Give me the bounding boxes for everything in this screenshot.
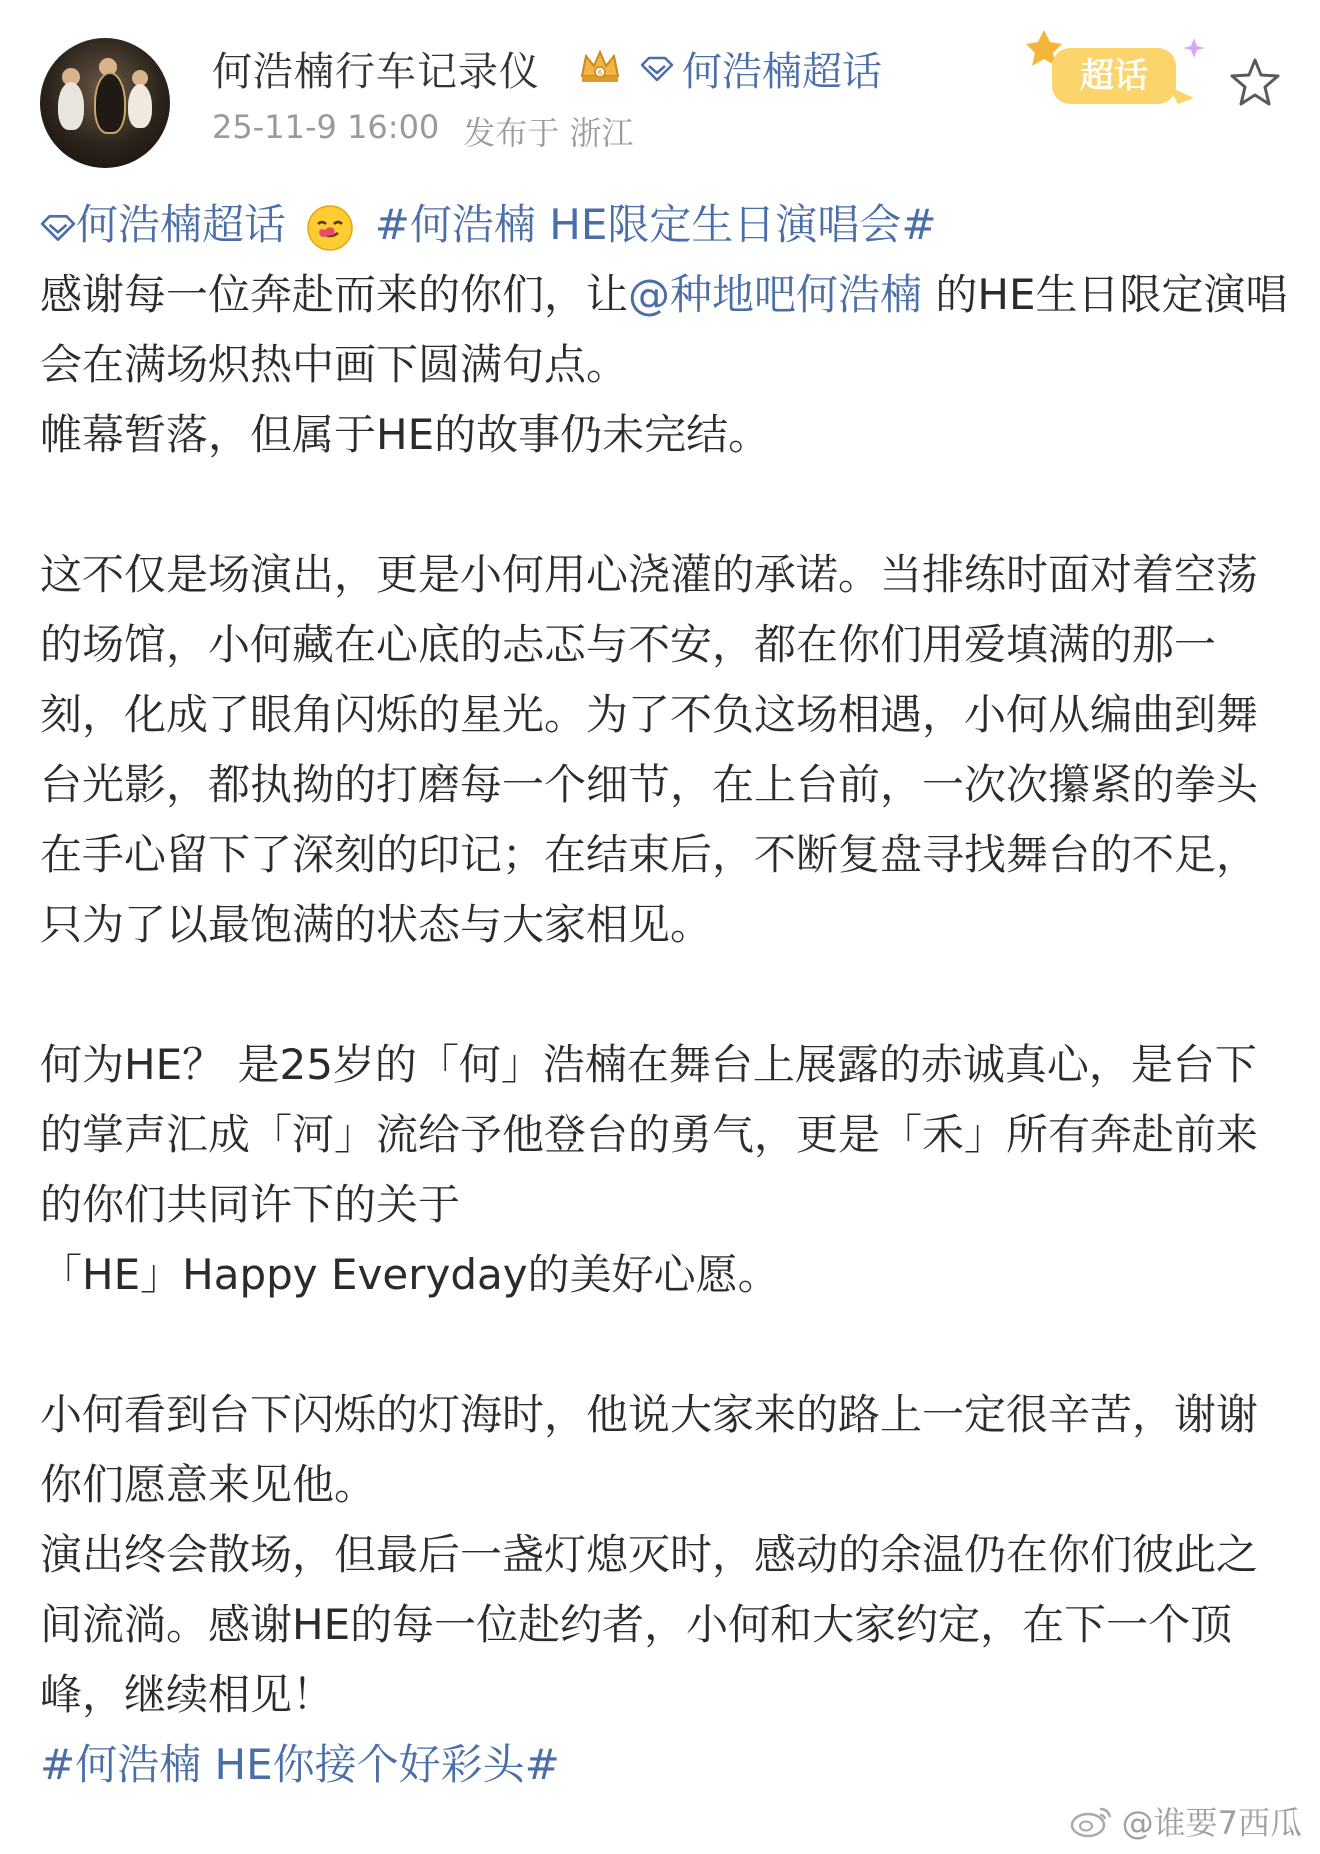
post-timestamp: 25-11-9 16:00 (212, 108, 440, 146)
favorite-star-icon[interactable] (1228, 56, 1282, 108)
paragraph-2: 帷幕暂落，但属于HE的故事仍未完结。 (40, 410, 771, 459)
supertopic-tag[interactable] (40, 200, 299, 249)
paragraph-5: 小何看到台下闪烁的灯海时，他说大家来的路上一定很辛苦，谢谢你们愿意来见他。 (40, 1390, 1259, 1509)
supertopic-tag-label: 何浩楠超话 (76, 200, 287, 249)
avatar-figure (94, 72, 126, 134)
author-name[interactable]: 何浩楠行车记录仪 (212, 49, 540, 95)
published-label (463, 108, 633, 154)
spacer (40, 470, 1290, 540)
post-header (0, 0, 1320, 170)
supertopic-badge-label: 超话 (1080, 56, 1148, 96)
watermark (1070, 1798, 1302, 1844)
paragraph-4: 何为HE？ 是25岁的「何」浩楠在舞台上展露的赤诚真心，是台下的掌声汇成「河」流给予他登台的勇气，更是「禾」所有奔赴前来的你们共同许下的关于 (40, 1040, 1259, 1229)
post-meta (212, 108, 633, 154)
crown-badge-icon (578, 46, 622, 86)
weibo-icon (1070, 1803, 1114, 1839)
author-avatar[interactable] (40, 38, 170, 168)
post-location: 浙江 (569, 114, 634, 152)
paragraph-6: 演出终会散场，但最后一盏灯熄灭时，感动的余温仍在你们彼此之间流淌。感谢HE的每一位赴约者，小何和大家约定，在下一个顶峰，继续相见！ (40, 1530, 1259, 1719)
avatar-figure (58, 82, 84, 130)
avatar-figure (128, 84, 152, 128)
topic-line (40, 190, 1290, 260)
paragraph-1 (40, 260, 1290, 400)
final-hashtag[interactable]: #何浩楠 HE你接个好彩头# (40, 1740, 560, 1789)
paragraph-4-last: 「HE」Happy Everyday的美好心愿。 (40, 1250, 780, 1299)
final-hashtag-line (40, 1730, 1290, 1800)
paragraph-1-b: 的HE生日限定演唱会在满场炽热中画下圆满句点。 (40, 270, 1288, 389)
spacer (40, 960, 1290, 1030)
diamond-icon (40, 214, 76, 242)
watermark-text: @谁要7西瓜 (1121, 1804, 1302, 1842)
svg-text:6: 6 (597, 69, 603, 77)
supertopic-link-label: 何浩楠超话 (682, 49, 882, 95)
supertopic-badge-art (1018, 28, 1218, 124)
diamond-icon (640, 56, 674, 82)
event-hashtag[interactable]: #何浩楠 HE限定生日演唱会# (374, 200, 937, 249)
paragraph-1-a: 感谢每一位奔赴而来的你们，让 (40, 270, 629, 319)
supertopic-link[interactable] (640, 40, 882, 97)
supertopic-badge[interactable] (1018, 28, 1218, 124)
post-content (40, 190, 1290, 1800)
paragraph-3: 这不仅是场演出，更是小何用心浇灌的承诺。当排练时面对着空荡的场馆，小何藏在心底的忐忑与不安，都在你们用爱填满的那一刻，化成了眼角闪烁的星光。为了不负这场相遇，小何从编曲到舞台光影，都执拗的打磨每一个细节，在上台前，一次次攥紧的拳头在手心留下了深刻的印记；在结束后，不断复盘寻找舞台的不足，只为了以最饱满的状态与大家相见。 (40, 550, 1259, 949)
spacer (40, 1310, 1290, 1380)
published-prefix: 发布于 (463, 114, 560, 152)
user-mention-link[interactable]: @种地吧何浩楠 (628, 270, 923, 319)
hug-face-emoji-icon (305, 203, 355, 253)
